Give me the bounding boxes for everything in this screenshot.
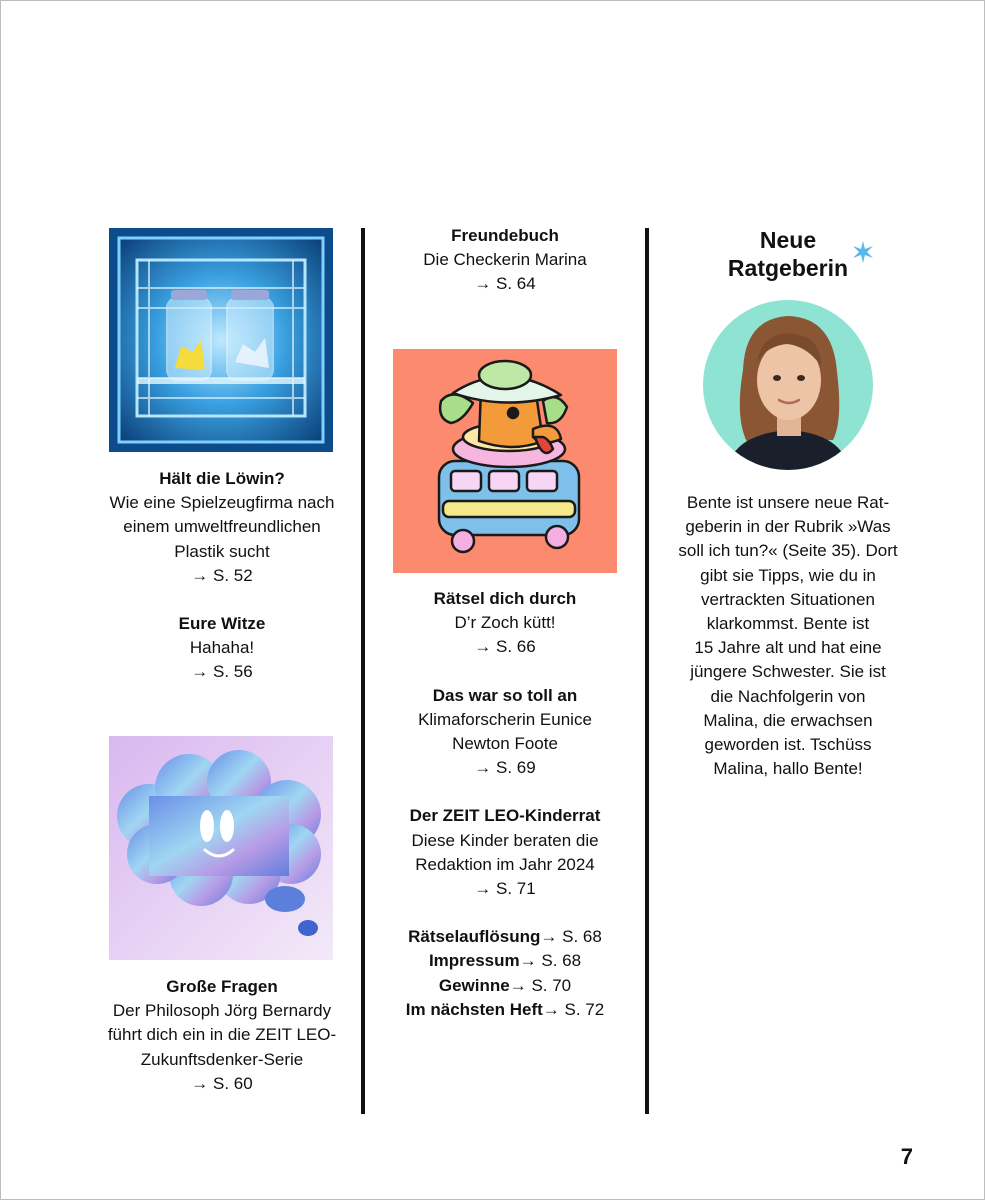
toc-item-text: führt dich ein in die ZEIT LEO- — [107, 1025, 337, 1045]
toc-item-text: Plastik sucht — [174, 541, 270, 561]
toc-item[interactable] — [379, 804, 631, 901]
sparkle-icon — [851, 240, 875, 264]
toc-item[interactable] — [379, 224, 631, 297]
toc-index-page: → S. 70 — [509, 975, 572, 995]
toc-item-text: Klimaforscherin Eunice — [418, 709, 592, 729]
middle-text-column-top — [379, 224, 631, 297]
toc-item-page: → S. 52 — [191, 565, 253, 585]
body-text-line: die Nachfolgerin von — [710, 686, 866, 706]
toc-item-title: Große Fragen — [166, 977, 278, 996]
body-text-line: klarkommst. Bente ist — [706, 614, 870, 634]
freezer-jars-photo — [109, 228, 333, 452]
toc-item-title: Der ZEIT LEO-Kinderrat — [409, 806, 601, 826]
toc-item[interactable] — [96, 975, 348, 1096]
toc-index-title: Rätselauflösung — [408, 927, 541, 947]
body-text-line: geworden ist. Tschüss — [704, 735, 872, 755]
thought-cloud-illustration — [109, 736, 333, 960]
toc-index-page: → S. 68 — [540, 927, 602, 947]
body-text-line: jüngere Schwester. Sie ist — [690, 662, 886, 682]
column-divider — [361, 228, 365, 1114]
toc-item[interactable] — [379, 587, 631, 660]
toc-item-text: Newton Foote — [452, 734, 558, 754]
toc-item-text: Der Philosoph Jörg Bernardy — [112, 1001, 332, 1021]
toc-item-title: Das war so toll an — [432, 685, 578, 705]
toc-item[interactable] — [96, 612, 348, 685]
toc-item-text: einem umweltfreundlichen — [123, 517, 321, 537]
toc-index-title: Im nächsten Heft — [405, 999, 543, 1019]
toc-item-text: Wie eine Spielzeugfirma nach — [109, 493, 335, 513]
toc-index-list — [379, 925, 631, 1022]
left-text-column — [96, 467, 348, 685]
toc-item-title: Eure Witze — [178, 614, 266, 634]
page-number: 7 — [900, 1144, 913, 1169]
toc-index-entry[interactable] — [379, 974, 631, 998]
middle-text-column — [379, 587, 631, 1022]
body-text-line: Bente ist unsere neue Rat- — [686, 493, 890, 512]
right-text-column — [664, 491, 912, 781]
section-heading: Neue — [759, 227, 817, 253]
body-text-line: soll ich tun?« (Seite 35). Dort — [678, 541, 898, 561]
body-text-line: vertrackten Situationen — [701, 589, 875, 609]
toc-item-text: Zukunftsdenker-Serie — [140, 1049, 304, 1069]
toc-item-page: → S. 56 — [191, 662, 253, 682]
toc-index-title: Gewinne — [438, 975, 510, 995]
toc-item-title: Freundebuch — [451, 226, 559, 245]
toc-index-entry[interactable] — [379, 949, 631, 973]
toc-item-text: Die Checkerin Marina — [423, 250, 587, 270]
carnival-dog-bus-illustration — [393, 349, 617, 573]
column-divider — [645, 228, 649, 1114]
body-text-line: geberin in der Rubrik »Was — [685, 517, 891, 537]
toc-item[interactable] — [96, 467, 348, 588]
toc-item[interactable] — [379, 684, 631, 781]
toc-index-title: Impressum — [428, 951, 520, 971]
toc-index-page: → S. 72 — [542, 999, 605, 1019]
toc-index-entry[interactable] — [379, 998, 631, 1022]
toc-item-page: → S. 60 — [191, 1073, 253, 1093]
toc-item-text: Diese Kinder beraten die — [411, 830, 599, 850]
portrait-photo — [703, 300, 873, 470]
toc-item-title: Rätsel dich durch — [433, 589, 577, 608]
toc-item-page: → S. 64 — [474, 274, 536, 294]
body-text-line: 15 Jahre alt und hat eine — [694, 638, 882, 658]
toc-item-page: → S. 69 — [474, 758, 536, 778]
toc-item-text: Hahaha! — [189, 638, 255, 658]
left-text-column-lower — [96, 975, 348, 1096]
toc-index-entry[interactable] — [379, 925, 631, 949]
section-heading: Ratgeberin — [727, 255, 849, 281]
toc-item-page: → S. 66 — [474, 637, 536, 657]
body-text-line: gibt sie Tipps, wie du in — [700, 565, 876, 585]
toc-item-page: → S. 71 — [474, 879, 536, 899]
toc-index-page: → S. 68 — [519, 951, 582, 971]
body-text-line: Malina, hallo Bente! — [713, 759, 863, 779]
body-text-line: Malina, die erwachsen — [703, 710, 873, 730]
toc-item-title: Hält die Löwin? — [159, 469, 285, 488]
toc-item-text: Redaktion im Jahr 2024 — [415, 854, 595, 874]
toc-item-text: D’r Zoch kütt! — [454, 613, 556, 633]
